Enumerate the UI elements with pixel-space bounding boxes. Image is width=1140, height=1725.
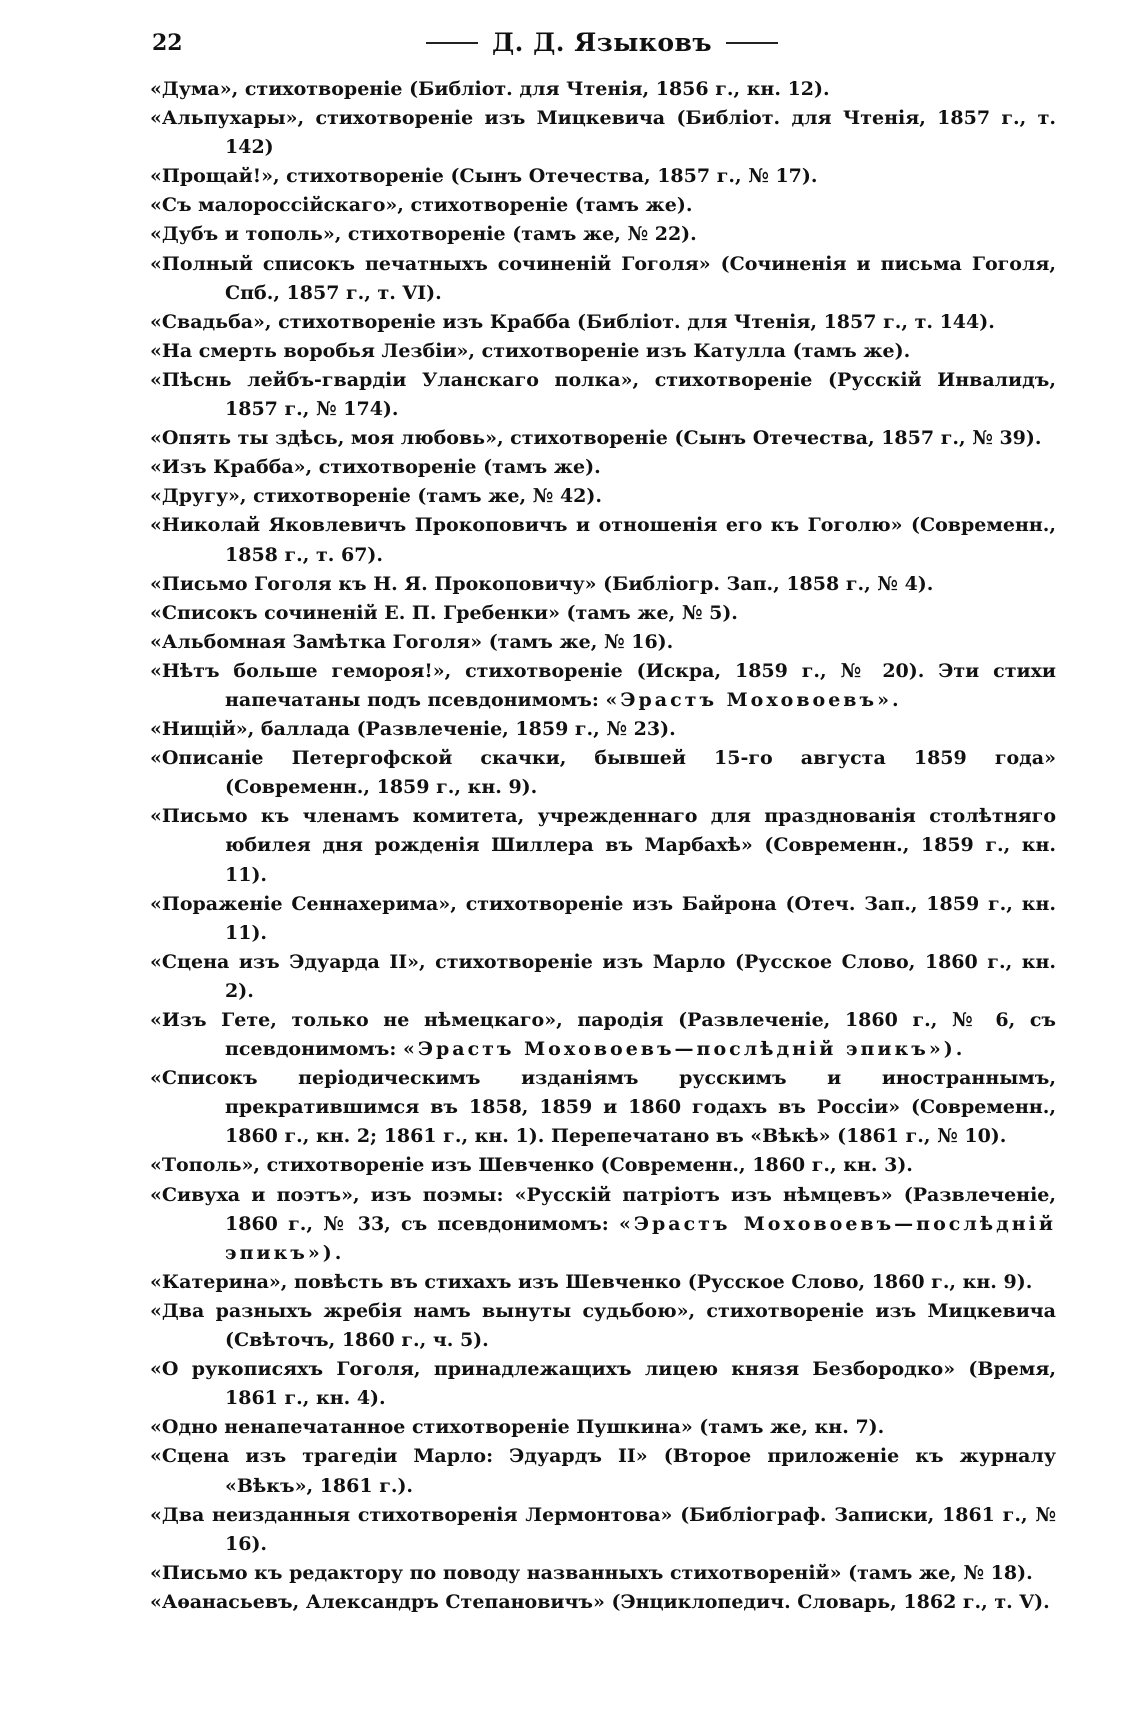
bibliography-entry: «Списокъ періодическимъ изданіямъ русскимъ и иностраннымъ, прекратившимся въ 1858, 1859 и 1860 годахъ въ Россіи» (Современн., 1860 г., кн. 2; 1861 г., кн. 1). Перепечатано въ «Вѣкѣ» (1861 г., № 10). xyxy=(150,1067,1056,1148)
bibliography-entry: «Изъ Гете, только не нѣмецкаго», пародія (Развлеченіе, 1860 г., № 6, съ псевдонимомъ: «Эрастъ Моховоевъ—послѣдній эпикъ»). xyxy=(150,1009,1056,1061)
bibliography-entry: «Альпухары», стихотвореніе изъ Мицкевича (Библіот. для Чтенія, 1857 г., т. 142) xyxy=(150,107,1056,159)
bibliography-entry: «Свадьба», стихотвореніе изъ Крабба (Библіот. для Чтенія, 1857 г., т. 144). xyxy=(150,310,995,333)
bibliography-entry: «Полный списокъ печатныхъ сочиненій Гоголя» (Сочиненія и письма Гоголя, Спб., 1857 г., т. VI). xyxy=(150,252,1056,304)
bibliography-entry: «Два неизданныя стихотворенія Лермонтова» (Библіограф. Записки, 1861 г., № 16). xyxy=(150,1503,1056,1555)
page-number: 22 xyxy=(152,30,183,56)
bibliography-entry: «Нищій», баллада (Развлеченіе, 1859 г., № 23). xyxy=(150,718,676,741)
bibliography-entry: «Нѣтъ больше гемороя!», стихотвореніе (Искра, 1859 г., № 20). Эти стихи напечатаны подъ псевдонимомъ: «Эрастъ Моховоевъ». xyxy=(150,659,1056,711)
bibliography-entry: «Съ малороссійскаго», стихотвореніе (тамъ же). xyxy=(150,194,693,217)
pseudonym: «Эрастъ Моховоевъ—послѣдній эпикъ»). xyxy=(225,1212,1056,1264)
bibliography-entry: «На смерть воробья Лезбіи», стихотвореніе изъ Катулла (тамъ же). xyxy=(150,339,911,362)
bibliography-entry: «Изъ Крабба», стихотвореніе (тамъ же). xyxy=(150,456,601,479)
page-header xyxy=(152,28,1052,68)
header-rule-left xyxy=(426,42,478,44)
bibliography-entry: «Аѳанасьевъ, Александръ Степановичъ» (Энциклопедич. Словарь, 1862 г., т. V). xyxy=(150,1590,1050,1613)
bibliography-entry: «Дубъ и тополь», стихотвореніе (тамъ же, № 22). xyxy=(150,223,697,246)
pseudonym: «Эрастъ Моховоевъ—послѣдній эпикъ»). xyxy=(403,1038,966,1061)
bibliography-entry: «Пѣснь лейбъ-гвардіи Уланскаго полка», стихотвореніе (Русскій Инвалидъ, 1857 г., № 174). xyxy=(150,368,1056,421)
bibliography-list xyxy=(150,75,1056,1617)
bibliography-entry: «Дума», стихотвореніе (Библіот. для Чтенія, 1856 г., кн. 12). xyxy=(150,78,830,100)
bibliography-entry: «Описаніе Петергофской скачки, бывшей 15-го августа 1859 года» (Современн., 1859 г., кн. 9). xyxy=(150,747,1056,799)
bibliography-entry: «Альбомная Замѣтка Гоголя» (тамъ же, № 16). xyxy=(150,630,674,653)
bibliography-entry: «Сивуха и поэтъ», изъ поэмы: «Русскій патріотъ изъ нѣмцевъ» (Развлеченіе, 1860 г., № 33, съ псевдонимомъ: «Эрастъ Моховоевъ—послѣдній эпикъ»). xyxy=(150,1183,1056,1264)
bibliography-entry: «Опять ты здѣсь, моя любовь», стихотвореніе (Сынъ Отечества, 1857 г., № 39). xyxy=(150,427,1042,450)
running-title: Д. Д. Языковъ xyxy=(491,28,713,57)
bibliography-entry: «Одно ненапечатанное стихотвореніе Пушкина» (тамъ же, кн. 7). xyxy=(150,1416,885,1439)
bibliography-entry: «Сцена изъ трагедіи Марло: Эдуардъ II» (Второе приложеніе къ журналу «Вѣкъ», 1861 г.). xyxy=(150,1445,1056,1497)
bibliography-entry: «Письмо къ редактору по поводу названныхъ стихотвореній» (тамъ же, № 18). xyxy=(150,1561,1033,1584)
bibliography-entry: «Сцена изъ Эдуарда II», стихотвореніе изъ Марло (Русское Слово, 1860 г., кн. 2). xyxy=(150,950,1056,1002)
bibliography-entry: «Прощай!», стихотвореніе (Сынъ Отечества, 1857 г., № 17). xyxy=(150,165,818,188)
bibliography-entry: «Пораженіе Сеннахерима», стихотвореніе изъ Байрона (Отеч. Зап., 1859 г., кн. 11). xyxy=(150,892,1056,944)
bibliography-entry: «Письмо къ членамъ комитета, учрежденнаго для празднованія столѣтняго юбилея дня рожденія Шиллера въ Марбахѣ» (Современн., 1859 г., кн. 11). xyxy=(150,805,1056,886)
bibliography-entry: «Письмо Гоголя къ Н. Я. Прокоповичу» (Библіогр. Зап., 1858 г., № 4). xyxy=(150,572,934,595)
bibliography-entry: «Два разныхъ жребія намъ вынуты судьбою», стихотвореніе изъ Мицкевича (Свѣточъ, 1860 г., ч. 5). xyxy=(150,1299,1056,1352)
header-rule-right xyxy=(726,42,778,44)
bibliography-entry: «Списокъ сочиненій Е. П. Гребенки» (тамъ же, № 5). xyxy=(150,601,738,624)
bibliography-entry: «Николай Яковлевичъ Прокоповичъ и отношенія его къ Гоголю» (Современн., 1858 г., т. 67). xyxy=(150,514,1056,566)
bibliography-entry: «Другу», стихотвореніе (тамъ же, № 42). xyxy=(150,485,602,508)
bibliography-entry: «Тополь», стихотвореніе изъ Шевченко (Современн., 1860 г., кн. 3). xyxy=(150,1154,913,1177)
bibliography-entry: «Катерина», повѣсть въ стихахъ изъ Шевченко (Русское Слово, 1860 г., кн. 9). xyxy=(150,1270,1033,1293)
running-head xyxy=(152,28,1052,57)
pseudonym: «Эрастъ Моховоевъ». xyxy=(605,688,902,711)
bibliography-entry: «О рукописяхъ Гоголя, принадлежащихъ лицею князя Безбородко» (Время, 1861 г., кн. 4). xyxy=(150,1358,1056,1410)
